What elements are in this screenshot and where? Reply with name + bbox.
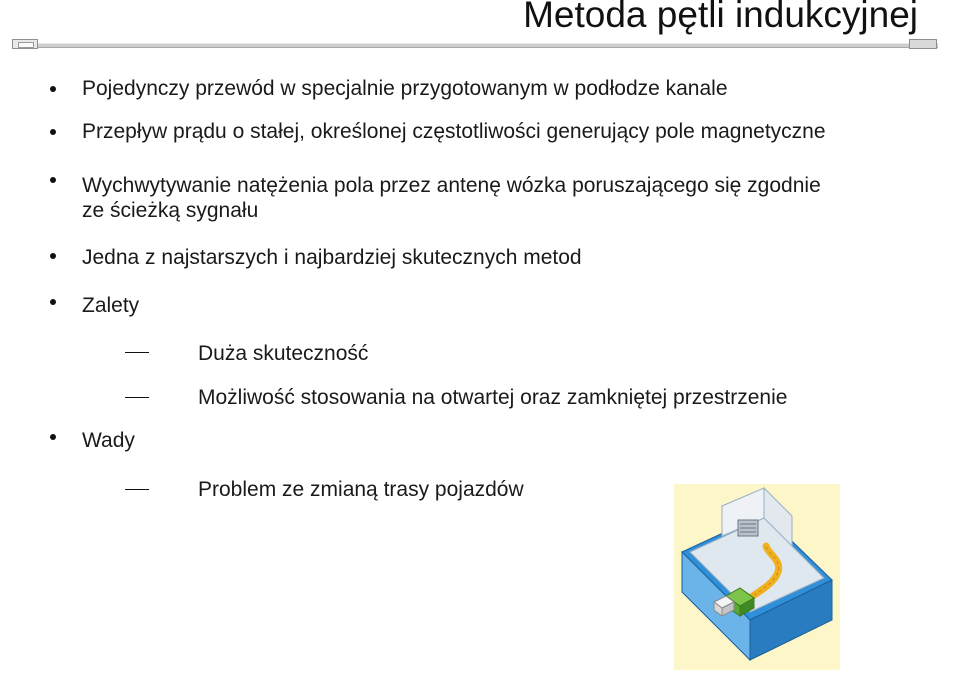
slide-title: Metoda pętli indukcyjnej <box>523 0 918 35</box>
bullet-dot <box>50 129 56 135</box>
bullet-item: Jedna z najstarszych i najbardziej skutecznych metod <box>82 246 582 269</box>
agv-inductive-loop-illustration <box>674 484 840 670</box>
bullet-item: Wychwytywanie natężenia pola przez antenę wózka poruszającego się zgodnie <box>82 174 821 197</box>
bullet-item: Pojedynczy przewód w specjalnie przygotowanym w podłodze kanale <box>82 77 728 100</box>
sub-bullet-dash <box>125 489 149 490</box>
bullet-item: Przepływ prądu o stałej, określonej częstotliwości generujący pole magnetyczne <box>82 120 826 143</box>
bullet-dot <box>50 434 56 440</box>
sub-bullet-dash <box>125 397 149 398</box>
bullet-dot <box>50 299 56 305</box>
bullet-item: Zalety <box>82 294 140 317</box>
zalety-item: Możliwość stosowania na otwartej oraz zamkniętej przestrzenie <box>198 386 788 409</box>
zalety-item: Duża skuteczność <box>198 342 369 365</box>
sub-bullet-dash <box>125 352 149 353</box>
bullet-dot <box>50 253 56 259</box>
bullet-dot <box>50 86 56 92</box>
bullet-item: Wady <box>82 429 135 452</box>
bullet-item-continuation: ze ścieżką sygnału <box>82 199 259 222</box>
wady-item: Problem ze zmianą trasy pojazdów <box>198 478 524 501</box>
bullet-dot <box>50 177 56 183</box>
